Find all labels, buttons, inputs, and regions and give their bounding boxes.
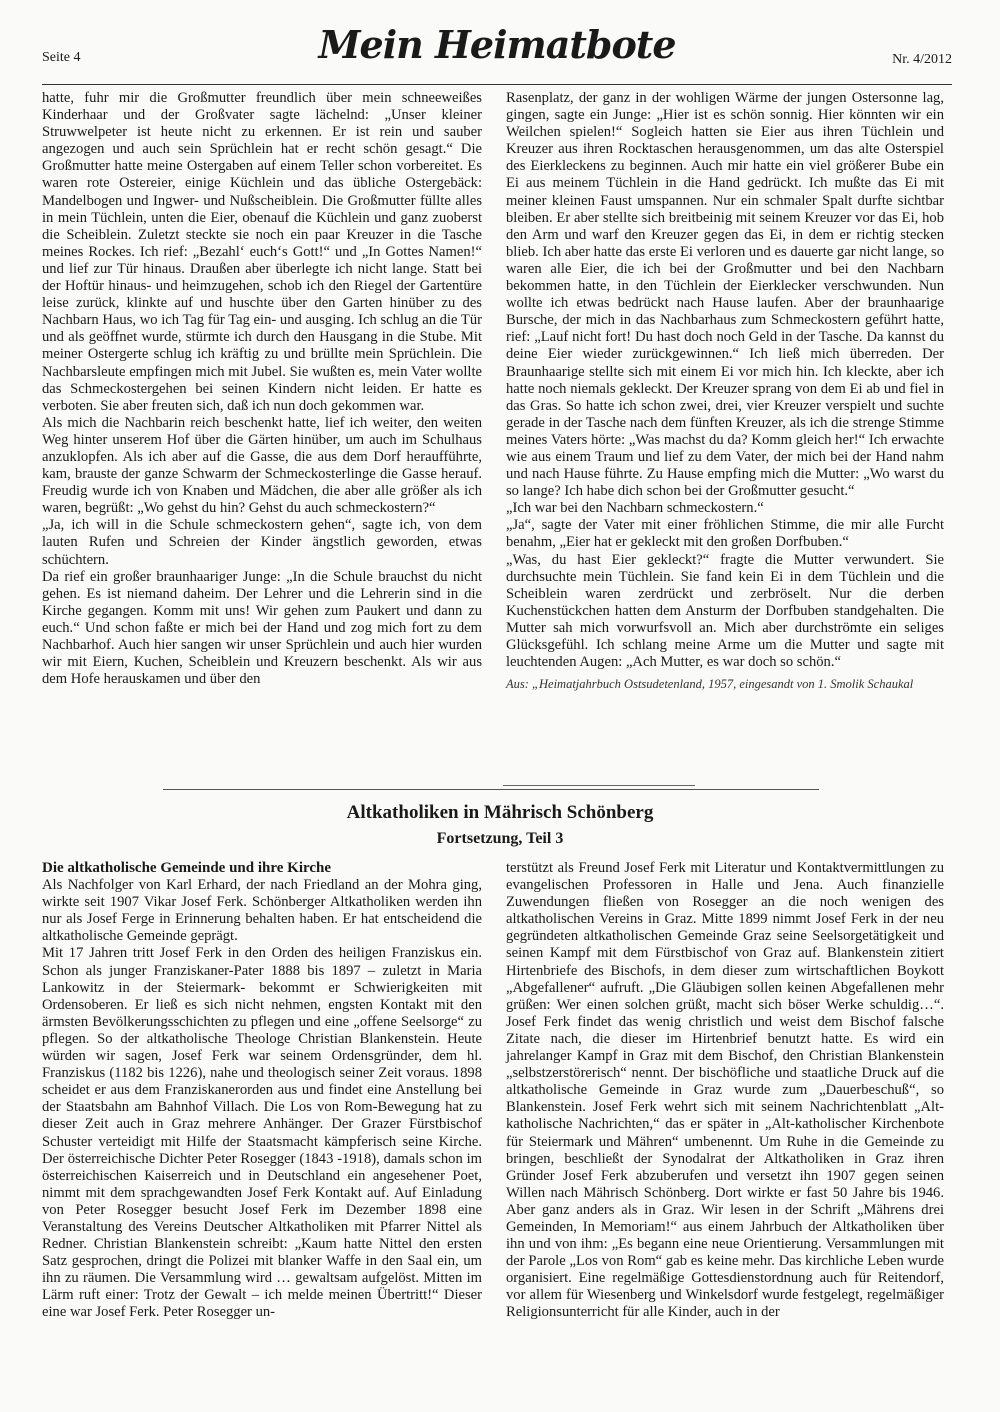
issue-number: Nr. 4/2012 xyxy=(892,52,952,67)
paragraph: Da rief ein großer braunhaariger Junge: „In die Schule brauchst du nicht gehen. Es ist niemand daheim. Der Lehrer und die Lehrerin sind in die Kirche gegangen. Komm mit uns! Wir gehen zum Paukert und dann zu euch.“ Und schon faßte er mich bei der Hand und zog mich fort zu dem Nachbarhof. Auch hier sangen wir unser Sprüchlein und auch hier wurden wir mit Eiern, Kuchen, Scheiblein und Kreuzern beschenkt. Als wir aus dem Hofe herauskamen und über den xyxy=(42,568,482,688)
header-rule xyxy=(42,84,952,85)
paragraph: „Ja, ich will in die Schule schmeckostern gehen“, sagte ich, von dem lauten Rufen und Schreien der Kinder ängstlich geworden, etwas schüchtern. xyxy=(42,517,482,568)
paragraph: Als mich die Nachbarin reich beschenkt hatte, lief ich weiter, den weiten Weg hinter unserem Hof über die Gärten hinüber, um auch im Schulhaus anzuklopfen. Als ich aber auf die Gasse, die aus dem Dorf heraufführte, kam, brauste der ganze Schwarm der Schmeckosterlinge die Gasse herauf. Freudig wurde ich von Knaben und Mädchen, die aber alle größer als ich waren, begrüßt: „Wo gehst du hin? Gehst du auch schmeckostern?“ xyxy=(42,414,482,517)
paragraph: Mit 17 Jahren tritt Josef Ferk in den Orden des heiligen Franziskus ein. Schon als junger Franziskaner-Pater 1888 bis 1897 – zuletzt in Maria Lankowitz in der Steiermark- bekommt er Schwierigkeiten mit Ordensoberen. Er ließ es sich nicht nehmen, engsten Kontakt mit den ärmsten Bevölkerungsschichten zu pflegen und eine „offene Seelsorge“ zu pflegen. So der altkatholische Theologe Christian Blankenstein. Heute würden wir sagen, Josef Ferk war seinem Ordensgründer, dem hl. Franziskus (1182 bis 1226), nahe und theologisch seiner Zeit voraus. 1898 scheidet er aus dem Franziskanerorden aus und findet eine Anstellung bei der Staatsbahn am Bahnhof Villach. Die Los von Rom-Bewegung hat zu dieser Zeit auch in Graz mehrere Anhänger. Der Grazer Fürstbischof Schuster verteidigt mit Hilfe der Staatsmacht kämpferisch seine Kirche. Der österreichische Dichter Peter Rosegger (1843 -1918), damals schon im österreichischen Kaiserreich und in Deutschland ein angesehener Poet, nimmt mit dem sprachgewandten Josef Ferk Kontakt auf. Auf Einladung von Peter Rosegger besucht Josef Ferk im Dezember 1898 eine Veranstaltung des Vereins Deutscher Altkatholiken mit Pfarrer Nittel als Redner. Christian Blankenstein schreibt: „Kaum hatte Nittel den ersten Satz gesprochen, dringt die Polizei mit blanker Waffe in den Saal ein, um ihn zu räumen. Die Versammlung wird … gewaltsam aufgelöst. Mitten im Lärm ruft einer: Trotz der Gewalt – ich melde meinen Übertritt!“ Dieser eine war Josef Ferk. Peter Rosegger un- xyxy=(42,945,482,1321)
paragraph: „Ich war bei den Nachbarn schmeckostern.“ xyxy=(506,500,764,517)
masthead-logo: Mein Heimatbote xyxy=(318,22,676,67)
article-divider xyxy=(163,789,819,790)
story1-right-column xyxy=(506,90,944,692)
story2-left-column xyxy=(42,860,482,1322)
paragraph: Als Nachfolger von Karl Erhard, der nach Friedland an der Mohra ging, wirkte seit 1907 Vikar Josef Ferk. Schönberger Altkatholiken werden ihn nur als Josef Ferge in Erinnerung behalten haben. Er hat entscheidend die altkatholische Gemeinde geprägt. xyxy=(42,877,482,945)
article-subtitle: Fortsetzung, Teil 3 xyxy=(436,830,564,847)
paragraph: „Ja“, sagte der Vater mit einer fröhlichen Stimme, die mir alle Furcht benahm, „Eier hat er gekleckt mit den großen Dorfbuben.“ xyxy=(506,517,944,551)
paragraph: Rasenplatz, der ganz in der wohligen Wärme der jungen Ostersonne lag, gingen, sagte ein Junge: „Hier ist es schön sonnig. Hier könnten wir ein Weilchen spielen!“ Sogleich hatten sie Eier aus ihren Tüchlein und Kreuzer aus ihren Rocktaschen herausgenommen, um das alte Osterspiel des Eierkleckens zu beginnen. Auch mir hatte ein viel größerer Bube ein Ei aus meinem Tüchlein in die Hand gedrückt. Ich mußte das Ei mit meiner kleinen Faust umspannen. Nur ein schmaler Spalt durfte sichtbar bleiben. Er aber stellte sich breitbeinig mit seinem Kreuzer vor das Ei, hob den Arm und warf den Kreuzer gegen das Ei, in dem er richtig stecken blieb. Ich aber hatte das erste Ei verloren und es dauerte gar nicht lange, so waren alle Eier, die ich bei der Großmutter und bei den Nachbarn bekommen hatte, in den Tüchlein der Eierklecker verschwunden. Nun wollte ich etwas bedrückt nach Hause laufen. Aber der braunhaarige Bursche, der mich in das Nachbarhaus zum Schmeckostern geführt hatte, rief: „Lauf nicht fort! Du hast doch noch Geld in der Tasche. Da kannst du deine Eier wieder zurückgewinnen.“ Ich ließ mich überreden. Der Braunhaarige stellte sich mit einem Ei vor mich hin. Ich kleckte, aber ich hatte noch niemals gekleckt. Der Kreuzer sprang von dem Ei ab und fiel in das Gras. So hatte ich schon zwei, drei, vier Kreuzer verspielt und suchte gerade in der Tasche nach dem fünften Kreuzer, als ich die strenge Stimme meines Vaters hörte: „Was machst du da? Komm gleich her!“ Ich erwachte wie aus einem Traum und lief zu dem Vater, der mich bei der Hand nahm und nach Hause führte. Zu Hause empfing mich die Mutter: „Wo warst du so lange? Ich habe dich schon bei der Großmutter gesucht.“ xyxy=(506,90,944,500)
short-divider xyxy=(503,785,695,786)
section-subhead: Die altkatholische Gemeinde und ihre Kirche xyxy=(42,860,332,876)
paragraph: hatte, fuhr mir die Großmutter freundlich über mein schneeweißes Kinderhaar und der Großvater sagte lächelnd: „Unser kleiner Struwwelpeter ist heute nicht zu erkennen. Er ist rein und sauber angezogen und auch sein Sprüchlein hat er recht schön gesagt.“ Die Großmutter hatte meine Ostergaben auf einem Teller schon vorbereitet. Es waren rote Ostereier, einige Küchlein und das übliche Ostergebäck: Mandelbogen und Ingwer- und Nußscheiblein. Die Großmutter füllte alles in mein Tüchlein, unten die Eier, obenauf die Küchlein und ganz zuoberst die Scheiblein. Zuletzt steckte sie noch ein paar Kreuzer in die Tasche meines Rockes. Ich rief: „Bezahl‘ euch‘s Gott!“ und „In Gottes Namen!“ und lief zur Tür hinaus. Draußen aber überlegte ich nicht lange. Statt bei der Hoftür hinaus- und heimzugehen, schob ich den Riegel der Gartentüre leise zurück, klinkte auf und huschte über den Garten hinüber zu des Nachbarn Haus, wo ich Tag für Tag ein- und ausging. Ich schlug an die Tür und als geöffnet wurde, stürmte ich durch den Hausgang in die Stube. Mit meiner Ostergerte schlug ich kräftig zu und brüllte mein Sprüchlein. Die Nachbarsleute empfingen mich mit Jubel. Sie wußten es, mein Vater wollte das Schmeckostergehen bei seinen Kindern nicht leiden. Er hatte es verboten. Sie aber freuten sich, daß ich nun doch gekommen war. xyxy=(42,90,482,414)
article-title: Altkatholiken in Mährisch Schönberg xyxy=(346,802,654,823)
paragraph: terstützt als Freund Josef Ferk mit Literatur und Kontaktvermittlungen zu evangelischen Professoren in Halle und Jena. Auch finanzielle Zuwendungen fließen von Rosegger an die noch wenigen des altkatholischen Vereins in Graz. Mitte 1899 nimmt Josef Ferk in der neu gegründeten altkatholischen Gemeinde Graz seine Seelsorgetätigkeit und seinen Kampf mit dem Fürstbischof von Graz auf. Blankenstein zitiert Hirtenbriefe des Bischofs, in dem dieser zum wirtschaftlichen Boykott „Abgefallener“ aufruft. „Die Gläubigen sollen keinen Abgefallenen mehr grüßen: Wer einen solchen grüßt, macht sich böser Werke schuldig…“. Josef Ferk findet das wenig christlich und weist dem Bischof falsche Zitate nach, die dieser im Hirtenbrief benutzt hatte. Es wird ein jahrelanger Kampf in Graz mit dem Bischof, den Christian Blankenstein „selbstzerstörerisch“ nennt. Der bischöfliche und staatliche Druck auf die altkatholische Gemeinde in Graz wurde zum „Dauerbeschuß“, so Blankenstein. Josef Ferk wehrt sich mit seinem Nachrichtenblatt „Alt-katholische Nachrichten,“ das er später in „Alt-katholischer Kirchenbote für Steiermark und Mähren“ umbenennt. Um Ruhe in die Gemeinde zu bringen, beschließt der Synodalrat der Altkatholiken in Graz ihren Gründer Josef Ferk abzuberufen und versetzt ihn 1907 gegen seinen Willen nach Mährisch Schönberg. Dort wirkte er fast 50 Jahre bis 1946. Aber ganz anders als in Graz. Wir lesen in der Schrift „Mährens drei Gemeinden, In Memoriam!“ aus einem Jahrbuch der Altkatholiken über ihn und von ihm: „Es begann eine neue Orientierung. Versammlungen mit der Parole „Los von Rom“ gab es keine mehr. Das kirchliche Leben wurde organisiert. Eine regelmäßige Gottesdienstordnung auch für Reitendorf, vor allem für Wiesenberg und Winkelsdorf wurde festgelegt, regelmäßiger Religionsunterricht für alle Kinder, auch in der xyxy=(506,860,944,1321)
source-citation: Aus: „Heimatjahrbuch Ostsudetenland, 1957, eingesandt von 1. Smolik Schaukal xyxy=(506,677,914,692)
story1-left-column xyxy=(42,90,482,688)
page-header xyxy=(42,20,952,82)
paragraph: „Was, du hast Eier gekleckt?“ fragte die Mutter verwundert. Sie durchsuchte mein Tüchlein. Sie fand kein Ei in dem Tüchlein und die Scheiblein waren zerdrückt und zerbröselt. Nur die derben Kuchenstückchen hatten dem Ansturm der Dorfbuben standgehalten. Die Mutter sah mich vorwurfsvoll an. Mich aber durchströmte ein seliges Glücksgefühl. Ich schlang meine Arme um die Mutter und sagte mit leuchtenden Augen: „Ach Mutter, es war doch so schön.“ xyxy=(506,551,944,671)
story2-right-column xyxy=(506,860,944,1322)
page-number: Seite 4 xyxy=(42,50,81,65)
